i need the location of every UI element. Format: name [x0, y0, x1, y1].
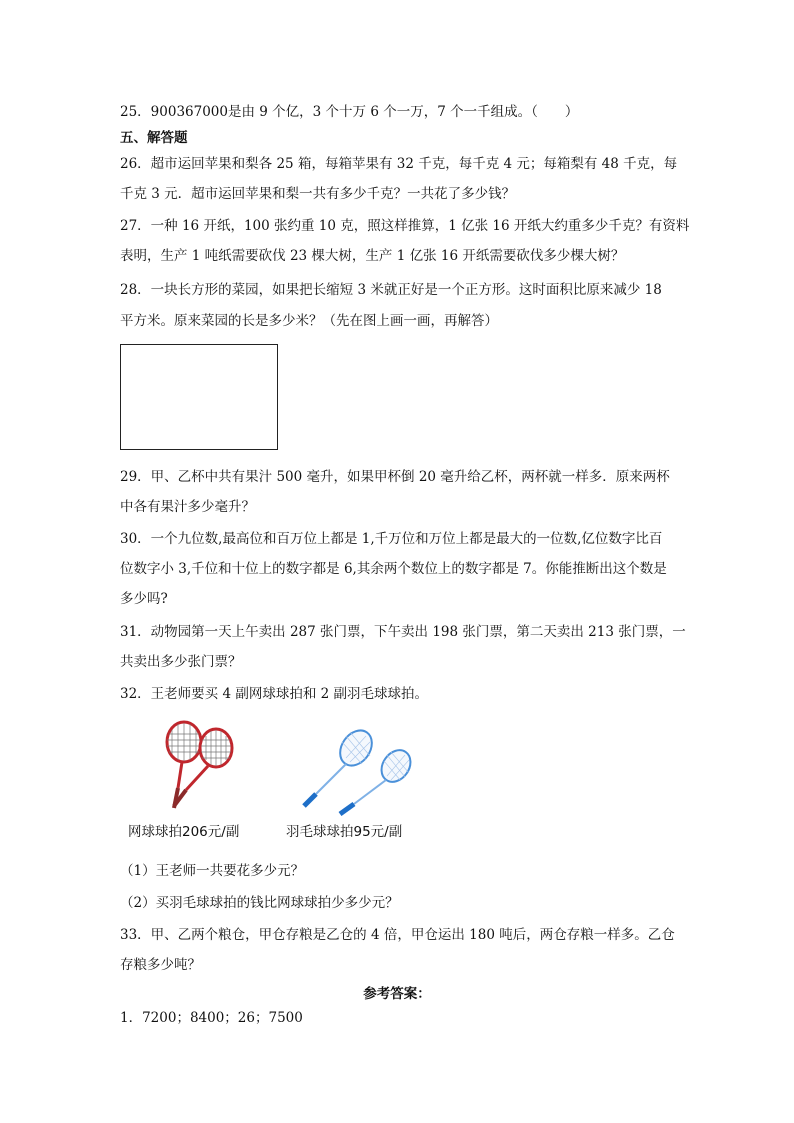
question-27-line-2: 表明，生产 1 吨纸需要砍伐 23 棵大树，生产 1 亿张 16 开纸需要砍伐多少棵大树？: [120, 248, 625, 264]
question-26-line-1: 26．超市运回苹果和梨各 25 箱，每箱苹果有 32 千克，每千克 4 元；每箱梨有 48 千克，每: [120, 156, 678, 172]
question-31-line-1: 31．动物园第一天上午卖出 287 张门票，下午卖出 198 张门票，第二天卖出 213 张门票，一: [120, 624, 686, 640]
question-25: 25．900367000是由 9 个亿，3 个十万 6 个一万，7 个一千组成。（ ）: [120, 104, 579, 120]
question-32-part-1: （1）王老师一共要花多少元？: [120, 863, 305, 879]
question-29-line-1: 29．甲、乙杯中共有果汁 500 毫升，如果甲杯倒 20 毫升给乙杯，两杯就一样多．原来两杯: [120, 469, 670, 485]
question-32: 32．王老师要买 4 副网球球拍和 2 副羽毛球球拍。: [120, 686, 429, 702]
question-29-line-2: 中各有果汁多少毫升？: [120, 499, 255, 515]
badminton-racket-image: [294, 726, 420, 816]
answer-key-heading: 参考答案：: [363, 986, 431, 1002]
section-heading-answers: 五、解答题: [120, 130, 188, 146]
drawing-rectangle: [120, 344, 278, 450]
question-32-part-2: （2）买羽毛球球拍的钱比网球球拍少多少元？: [120, 895, 399, 911]
question-33-line-2: 存粮多少吨？: [120, 957, 201, 973]
question-30-line-3: 多少吗?: [120, 591, 168, 607]
badminton-racket-caption: 羽毛球球拍95元/副: [286, 824, 403, 840]
answer-1: 1．7200；8400；26；7500: [120, 1010, 303, 1026]
tennis-racket-image: [150, 718, 250, 814]
question-33-line-1: 33．甲、乙两个粮仓，甲仓存粮是乙仓的 4 倍，甲仓运出 180 吨后，两仓存粮一样多。乙仓: [120, 927, 675, 943]
question-30-line-2: 位数字小 3,千位和十位上的数字都是 6,其余两个数位上的数字都是 7。你能推断出这个数是: [120, 561, 667, 577]
question-31-line-2: 共卖出多少张门票？: [120, 654, 242, 670]
question-30-line-1: 30．一个九位数,最高位和百万位上都是 1,千万位和万位上都是最大的一位数,亿位数字比百: [120, 531, 663, 547]
question-26-line-2: 千克 3 元．超市运回苹果和梨一共有多少千克？一共花了多少钱？: [120, 186, 516, 202]
question-28-line-2: 平方米。原来菜园的长是多少米？（先在图上画一画，再解答）: [120, 313, 498, 329]
question-28-line-1: 28．一块长方形的菜园，如果把长缩短 3 米就正好是一个正方形。这时面积比原来减少 18: [120, 282, 662, 298]
question-27-line-1: 27．一种 16 开纸，100 张约重 10 克，照这样推算，1 亿张 16 开纸大约重多少千克？有资料: [120, 218, 690, 234]
tennis-racket-caption: 网球球拍206元/副: [128, 824, 240, 840]
